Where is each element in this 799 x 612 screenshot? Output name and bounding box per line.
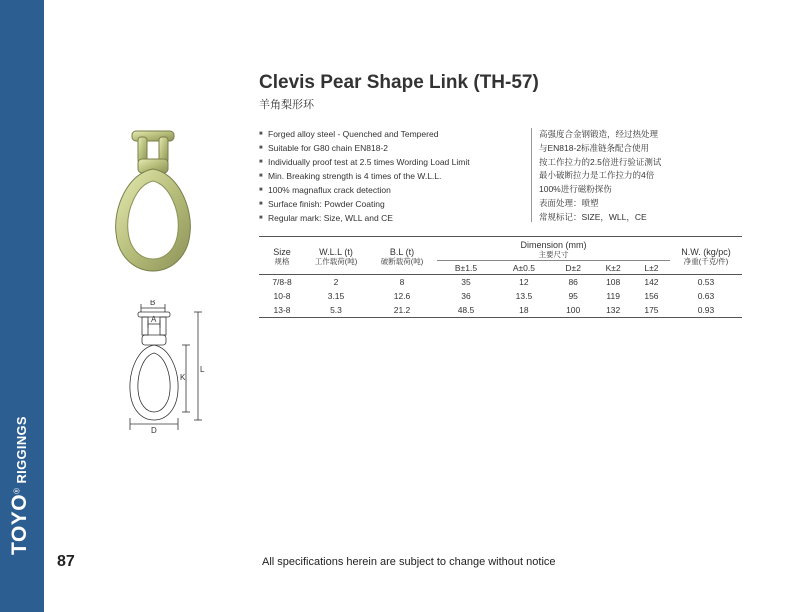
features-divider <box>531 128 532 222</box>
bullet-icon: ■ <box>259 186 263 193</box>
table-row <box>259 303 742 318</box>
cell-size: 10-8 <box>273 291 291 301</box>
feature-item-cn: 按工作拉力的2.5倍进行验证测试 <box>539 156 662 167</box>
cell-k: 108 <box>606 277 621 287</box>
header-size: Size 规格 <box>273 247 291 266</box>
header-dimension: Dimension (mm) 主要尺寸 <box>437 237 670 261</box>
cell-wll: 5.3 <box>330 305 342 315</box>
header-dim-l: L±2 <box>644 263 659 273</box>
feature-item: ■ Forged alloy steel - Quenched and Tempered <box>259 128 470 142</box>
product-title: Clevis Pear Shape Link (TH-57) <box>259 72 539 93</box>
header-dim-k: K±2 <box>605 263 621 273</box>
label-a: A <box>151 315 157 324</box>
product-photo <box>108 123 208 288</box>
feature-item-cn: 最小破断拉力是工作拉力的4倍 <box>539 170 655 181</box>
feature-item-cn: 常规标记：SIZE，WLL，CE <box>539 211 647 222</box>
label-b: B <box>150 300 156 307</box>
features-list-cn <box>539 128 661 225</box>
label-d: D <box>151 426 157 435</box>
feature-item: ■ Min. Breaking strength is 4 times of the W.L.L. <box>259 170 470 184</box>
feature-item: ■ Surface finish: Powder Coating <box>259 198 470 212</box>
table-row <box>259 289 742 303</box>
header-bl: B.L (t) 破断载荷(吨) <box>380 247 424 266</box>
bullet-icon: ■ <box>259 144 263 151</box>
header-nw: N.W. (kg/pc) 净重(千克/件) <box>681 247 731 266</box>
cell-nw: 0.53 <box>697 277 715 287</box>
dimension-diagram <box>122 300 212 435</box>
bullet-icon: ■ <box>259 214 263 221</box>
brand-sidebar <box>0 0 44 612</box>
header-wll: W.L.L (t) 工作载荷(吨) <box>314 247 358 266</box>
cell-size: 7/8-8 <box>272 277 292 287</box>
footer-disclaimer: All specifications herein are subject to change without notice <box>262 556 556 568</box>
cell-a: 18 <box>519 305 529 315</box>
cell-nw: 0.63 <box>697 291 715 301</box>
cell-wll: 3.15 <box>327 291 345 301</box>
bullet-icon: ■ <box>259 158 263 165</box>
table-row <box>259 275 742 290</box>
feature-item: ■ 100% magnaflux crack detection <box>259 184 470 198</box>
cell-bl: 8 <box>399 277 405 287</box>
bullet-icon: ■ <box>259 200 263 207</box>
header-dim-d: D±2 <box>565 263 581 273</box>
feature-item-cn: 与EN818-2标准链条配合使用 <box>539 142 650 153</box>
bullet-icon: ■ <box>259 131 263 137</box>
features-list-en <box>259 128 470 226</box>
cell-d: 86 <box>568 277 578 287</box>
feature-item-cn: 100%进行磁粉探伤 <box>539 184 612 195</box>
feature-item-cn: 高强度合金钢锻造，经过热处理 <box>539 129 659 139</box>
label-l: L <box>200 365 205 374</box>
cell-k: 132 <box>606 305 621 315</box>
brand-name: TOYO <box>8 493 31 555</box>
cell-l: 142 <box>644 277 659 287</box>
cell-a: 13.5 <box>515 291 533 301</box>
feature-item: ■ Individually proof test at 2.5 times Wording Load Limit <box>259 156 470 170</box>
feature-item: ■ Suitable for G80 chain EN818-2 <box>259 142 470 156</box>
header-dim-b: B±1.5 <box>454 263 478 273</box>
cell-k: 119 <box>606 291 620 301</box>
cell-wll: 2 <box>333 277 339 287</box>
feature-item-cn: 表面处理：喷塑 <box>539 197 599 208</box>
header-dim-a: A±0.5 <box>512 263 535 273</box>
bullet-icon: ■ <box>259 172 263 179</box>
feature-item: ■ Regular mark: Size, WLL and CE <box>259 212 470 226</box>
cell-d: 100 <box>566 305 581 315</box>
specs-table <box>259 236 742 318</box>
product-subtitle-cn: 羊角梨形环 <box>259 99 314 111</box>
page-number: 87 <box>57 553 75 570</box>
cell-l: 156 <box>644 291 659 301</box>
brand-sub: RIGGINGS <box>14 416 29 484</box>
cell-nw: 0.93 <box>697 305 715 315</box>
cell-b: 35 <box>461 277 471 287</box>
cell-d: 95 <box>568 291 578 301</box>
cell-b: 36 <box>461 291 471 301</box>
cell-b: 48.5 <box>457 305 475 315</box>
cell-bl: 12.6 <box>393 291 411 301</box>
brand-logo <box>8 416 32 555</box>
cell-a: 12 <box>519 277 529 287</box>
cell-bl: 21.2 <box>393 305 411 315</box>
cell-l: 175 <box>644 305 659 315</box>
label-k: K <box>180 373 186 382</box>
cell-size: 13-8 <box>273 305 291 315</box>
registered-mark: ® <box>12 487 22 494</box>
